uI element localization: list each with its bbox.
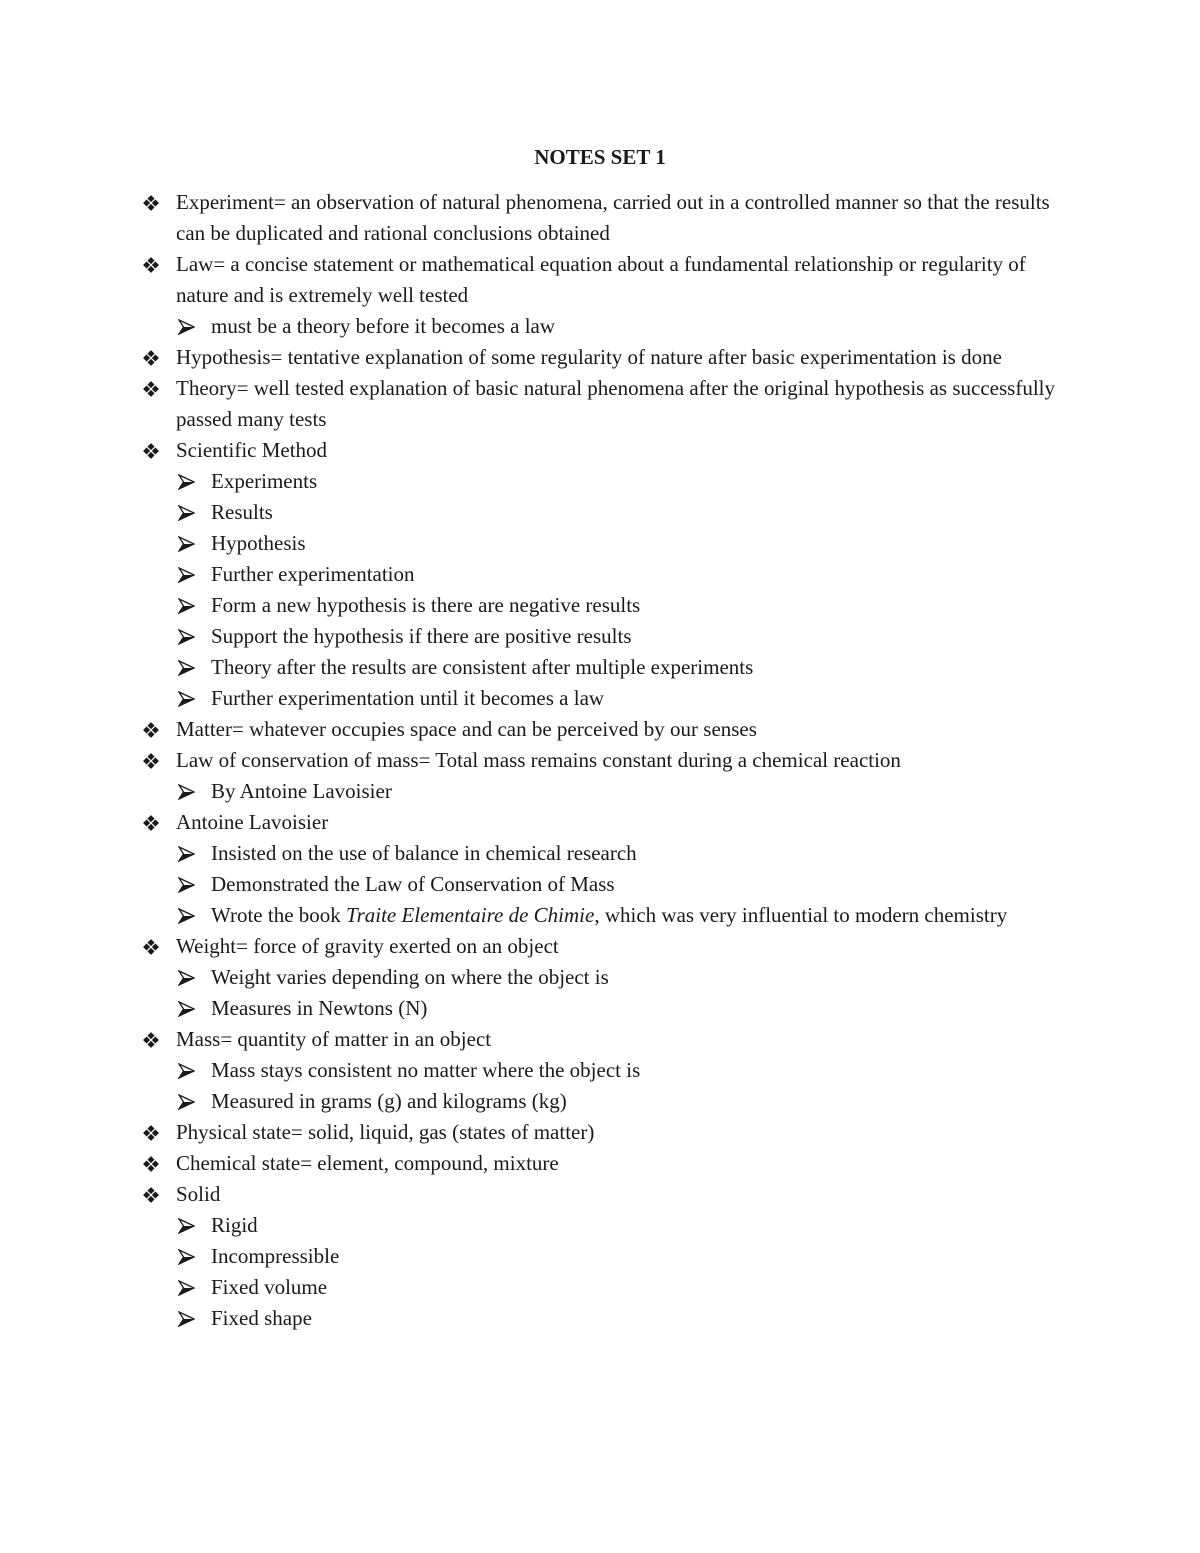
list-item (140, 807, 1080, 838)
sub-list-item (140, 466, 1080, 497)
arrowhead-bullet-icon (176, 497, 196, 528)
item-text: must be a theory before it becomes a law (211, 314, 556, 338)
diamond-bullet-icon (140, 342, 162, 373)
item-text: Hypothesis (211, 531, 306, 555)
item-text: Weight varies depending on where the object is (211, 965, 609, 989)
sub-list-item (140, 1241, 1080, 1272)
sub-list-item (140, 838, 1080, 869)
list-item (140, 1117, 1080, 1148)
item-text: Physical state= solid, liquid, gas (states of matter) (176, 1120, 595, 1144)
item-text: Measured in grams (g) and kilograms (kg) (211, 1089, 567, 1113)
sub-list-item (140, 993, 1080, 1024)
item-text: Theory after the results are consistent after multiple experiments (211, 655, 754, 679)
diamond-bullet-icon (140, 1179, 162, 1210)
item-text: Scientific Method (176, 438, 328, 462)
sub-list-item (140, 559, 1080, 590)
sub-list-item (140, 869, 1080, 900)
arrowhead-bullet-icon (176, 1303, 196, 1334)
text-segment: Wrote the book (211, 903, 347, 927)
sub-list-item (140, 528, 1080, 559)
item-text: Antoine Lavoisier (176, 810, 329, 834)
sub-list-item (140, 1086, 1080, 1117)
arrowhead-bullet-icon (176, 466, 196, 497)
item-text: Demonstrated the Law of Conservation of Mass (211, 872, 615, 896)
list-item (140, 1024, 1080, 1055)
sub-list-item (140, 1055, 1080, 1086)
arrowhead-bullet-icon (176, 559, 196, 590)
diamond-bullet-icon (140, 373, 162, 404)
arrowhead-bullet-icon (176, 1086, 196, 1117)
item-text: Chemical state= element, compound, mixture (176, 1151, 559, 1175)
item-text: Mass= quantity of matter in an object (176, 1027, 492, 1051)
list-item (140, 745, 1080, 776)
arrowhead-bullet-icon (176, 621, 196, 652)
sub-list-item (140, 652, 1080, 683)
item-text: By Antoine Lavoisier (211, 779, 392, 803)
list-item (140, 714, 1080, 745)
item-text (211, 903, 1007, 927)
text-segment: , which was very influential to modern chemistry (594, 903, 1008, 927)
sub-list-item (140, 497, 1080, 528)
list-item (140, 373, 1080, 435)
item-text: Law= a concise statement or mathematical equation about a fundamental relationship or regularity of nature and is extremely well tested (176, 252, 1026, 307)
sub-list-item (140, 1303, 1080, 1334)
arrowhead-bullet-icon (176, 900, 196, 931)
book-title: Traite Elementaire de Chimie (346, 903, 595, 927)
arrowhead-bullet-icon (176, 869, 196, 900)
sub-list-item (140, 1210, 1080, 1241)
item-text: Law of conservation of mass= Total mass remains constant during a chemical reaction (176, 748, 901, 772)
item-text: Hypothesis= tentative explanation of some regularity of nature after basic experimentation is done (176, 345, 1002, 369)
item-text: Experiment= an observation of natural phenomena, carried out in a controlled manner so that the results can be duplicated and rational conclusions obtained (176, 190, 1050, 245)
item-text: Matter= whatever occupies space and can be perceived by our senses (176, 717, 757, 741)
sub-list-item (140, 962, 1080, 993)
arrowhead-bullet-icon (176, 652, 196, 683)
item-text: Form a new hypothesis is there are negative results (211, 593, 641, 617)
diamond-bullet-icon (140, 714, 162, 745)
item-text: Weight= force of gravity exerted on an object (176, 934, 559, 958)
diamond-bullet-icon (140, 931, 162, 962)
list-item (140, 187, 1080, 249)
item-text: Mass stays consistent no matter where the object is (211, 1058, 641, 1082)
list-item (140, 1148, 1080, 1179)
item-text: Rigid (211, 1213, 258, 1237)
item-text: Experiments (211, 469, 318, 493)
item-text: Further experimentation until it becomes a law (211, 686, 605, 710)
diamond-bullet-icon (140, 807, 162, 838)
sub-list-item (140, 776, 1080, 807)
arrowhead-bullet-icon (176, 528, 196, 559)
list-item (140, 249, 1080, 311)
item-text: Incompressible (211, 1244, 340, 1268)
diamond-bullet-icon (140, 745, 162, 776)
diamond-bullet-icon (140, 1117, 162, 1148)
list-item (140, 931, 1080, 962)
sub-list-item (140, 590, 1080, 621)
page-title: NOTES SET 1 (534, 145, 666, 169)
item-text: Support the hypothesis if there are positive results (211, 624, 632, 648)
list-item (140, 435, 1080, 466)
arrowhead-bullet-icon (176, 1272, 196, 1303)
item-text: Results (211, 500, 273, 524)
arrowhead-bullet-icon (176, 776, 196, 807)
arrowhead-bullet-icon (176, 993, 196, 1024)
item-text: Fixed shape (211, 1306, 312, 1330)
notes-list (140, 187, 1080, 1334)
arrowhead-bullet-icon (176, 962, 196, 993)
sub-list-item (140, 311, 1080, 342)
arrowhead-bullet-icon (176, 590, 196, 621)
item-text: Fixed volume (211, 1275, 328, 1299)
sub-list-item (140, 683, 1080, 714)
item-text: Solid (176, 1182, 221, 1206)
diamond-bullet-icon (140, 435, 162, 466)
arrowhead-bullet-icon (176, 1241, 196, 1272)
arrowhead-bullet-icon (176, 311, 196, 342)
arrowhead-bullet-icon (176, 1210, 196, 1241)
sub-list-item (140, 900, 1080, 931)
diamond-bullet-icon (140, 249, 162, 280)
item-text: Measures in Newtons (N) (211, 996, 428, 1020)
arrowhead-bullet-icon (176, 683, 196, 714)
item-text: Theory= well tested explanation of basic natural phenomena after the original hypothesis as successfully passed many tests (176, 376, 1055, 431)
sub-list-item (140, 621, 1080, 652)
sub-list-item (140, 1272, 1080, 1303)
diamond-bullet-icon (140, 1024, 162, 1055)
arrowhead-bullet-icon (176, 1055, 196, 1086)
diamond-bullet-icon (140, 1148, 162, 1179)
diamond-bullet-icon (140, 187, 162, 218)
item-text: Further experimentation (211, 562, 415, 586)
arrowhead-bullet-icon (176, 838, 196, 869)
list-item (140, 1179, 1080, 1210)
list-item (140, 342, 1080, 373)
item-text: Insisted on the use of balance in chemical research (211, 841, 637, 865)
